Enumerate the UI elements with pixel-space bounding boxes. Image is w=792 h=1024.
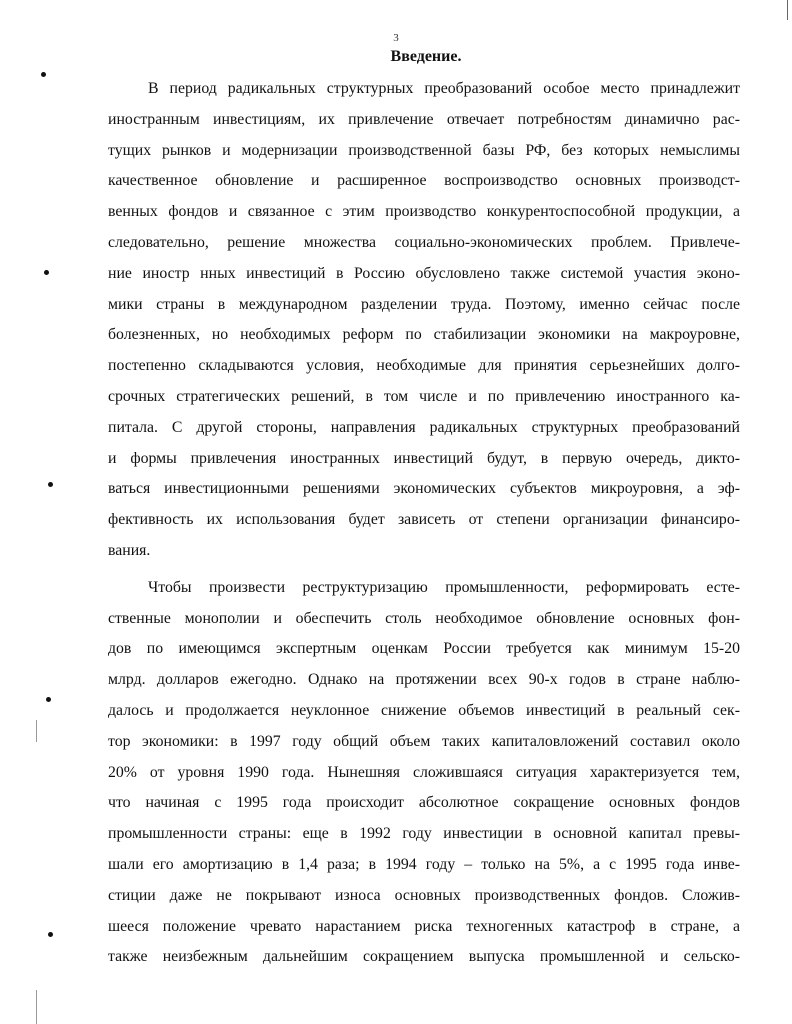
- text-line: В период радикальных структурных преобразований особое место принадлежит: [148, 80, 740, 97]
- text-line: что начиная с 1995 года происходит абсолютное сокращение основных фондов: [108, 794, 740, 812]
- text-line: далось и продолжается неуклонное снижение объемов инвестиций в реальный сек-: [108, 701, 740, 719]
- text-line: 20% от уровня 1990 года. Нынешняя сложившаяся ситуация характеризуется тем,: [108, 763, 740, 781]
- text-line: питала. С другой стороны, направления радикальных структурных преобразований: [108, 418, 740, 436]
- scan-dot-mark: [48, 482, 53, 487]
- scan-edge-line: [36, 990, 37, 1024]
- scan-dot-mark: [46, 697, 51, 702]
- text-line: Чтобы произвести реструктуризацию промышленности, реформировать есте-: [148, 578, 740, 596]
- text-line: венных фондов и связанное с этим производство конкурентоспособной продукции, а: [108, 203, 740, 221]
- text-line: стиции даже не покрывают износа основных производственных фондов. Сложив-: [108, 886, 740, 904]
- text-line: и формы привлечения иностранных инвестиций будут, в первую очередь, дикто-: [108, 449, 740, 467]
- scan-dot-mark: [48, 932, 53, 937]
- text-line: следовательно, решение множества социально-экономических проблем. Привлече-: [108, 233, 740, 251]
- paragraph-1: [108, 74, 740, 567]
- text-line: ваться инвестиционными решениями экономических субъектов микроуровня, а эф-: [108, 480, 740, 498]
- text-line: мики страны в международном разделении труда. Поэтому, именно сейчас после: [108, 295, 740, 313]
- text-line: млрд. долларов ежегодно. Однако на протяжении всех 90-х годов в стране наблю-: [108, 671, 740, 689]
- scan-edge-line: [36, 720, 37, 742]
- text-line: вания.: [108, 541, 151, 559]
- text-line: тущих рынков и модернизации производственной базы РФ, без которых немыслимы: [108, 141, 740, 159]
- text-line: болезненных, но необходимых реформ по стабилизации экономики на макроуровне,: [108, 326, 740, 344]
- scan-edge-line: [787, 0, 788, 20]
- text-line: срочных стратегических решений, в том числе и по привлечению иностранного ка-: [108, 387, 740, 405]
- text-line: фективность их использования будет зависеть от степени организации финансиро-: [108, 511, 740, 529]
- document-body: [108, 74, 740, 973]
- scan-dot-mark: [41, 72, 46, 77]
- text-line: ственные монополии и обеспечить столь необходимое обновление основных фон-: [108, 609, 740, 627]
- scan-dot-mark: [44, 270, 49, 275]
- text-line: качественное обновление и расширенное воспроизводство основных производст-: [108, 172, 740, 190]
- text-line: иностранным инвестициям, их привлечение отвечает потребностям динамично рас-: [108, 110, 740, 128]
- paragraph-2: [108, 573, 740, 973]
- text-line: также неизбежным дальнейшим сокращением выпуска промышленной и сельско-: [108, 948, 740, 966]
- text-line: постепенно складываются условия, необходимые для принятия серьезнейших долго-: [108, 357, 740, 375]
- text-line: шали его амортизацию в 1,4 раза; в 1994 году – только на 5%, а с 1995 года инве-: [108, 855, 740, 873]
- text-line: тор экономики: в 1997 году общий объем таких капиталовложений составил около: [108, 732, 740, 750]
- page-number: 3: [393, 32, 399, 44]
- section-heading: Введение.: [390, 48, 462, 65]
- text-line: ние иностр нных инвестиций в Россию обусловлено также системой участия эконо-: [108, 264, 740, 282]
- text-line: промышленности страны: еще в 1992 году инвестиции в основной капитал превы-: [108, 825, 740, 843]
- text-line: дов по имеющимся экспертным оценкам России требуется как минимум 15-20: [108, 640, 740, 658]
- text-line: шееся положение чревато нарастанием риска техногенных катастроф в стране, а: [108, 917, 740, 935]
